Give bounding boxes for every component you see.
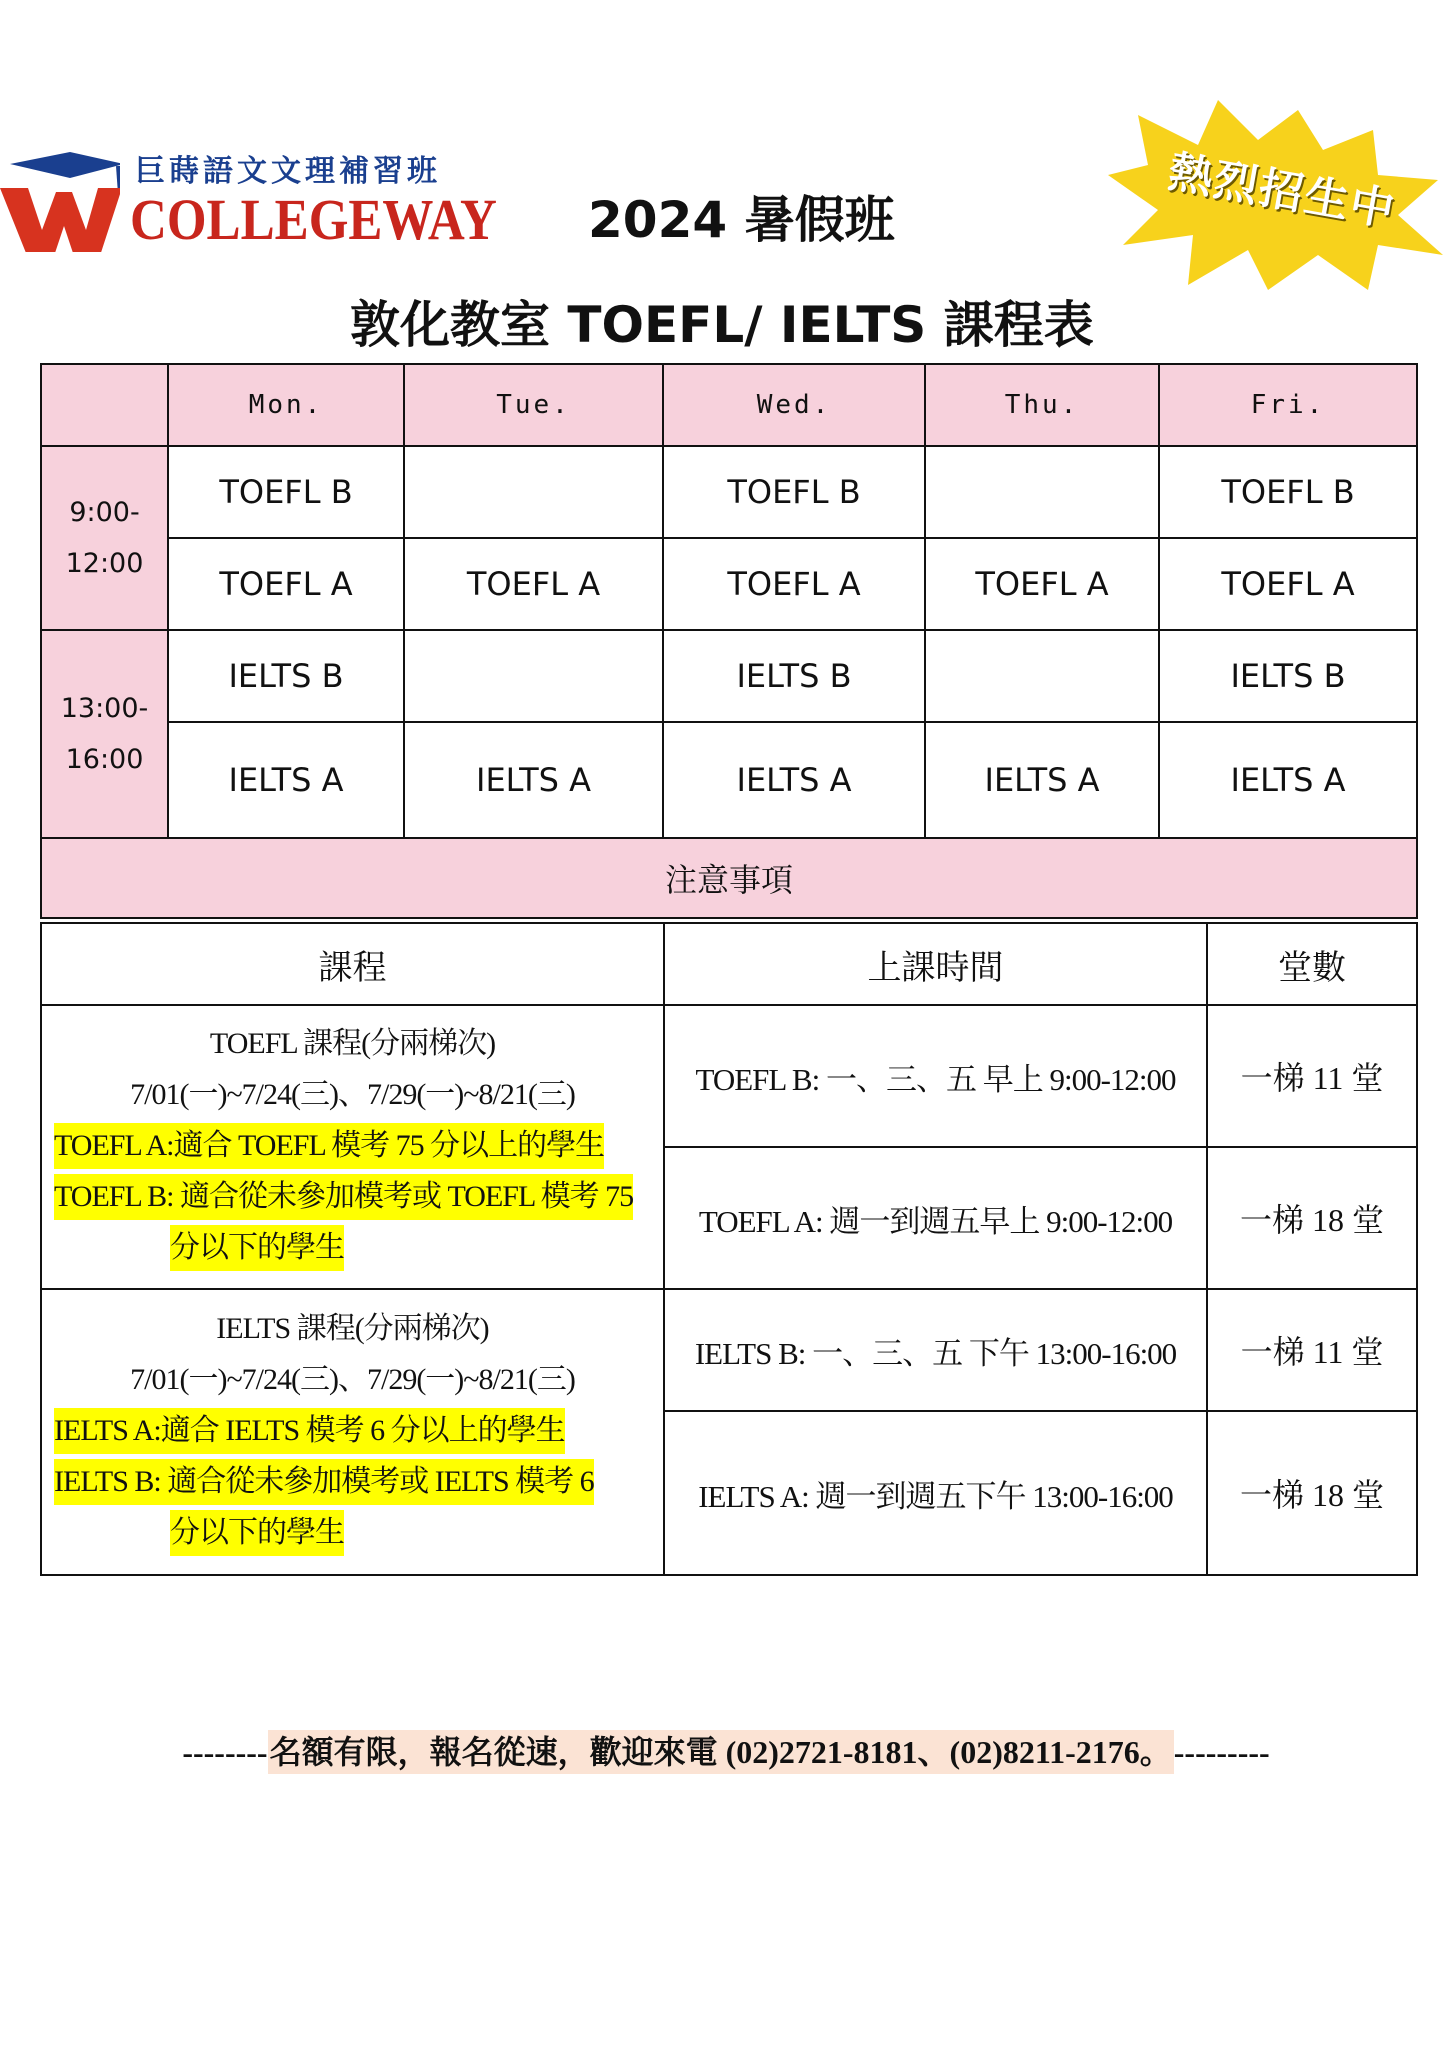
course-header: 課程 xyxy=(41,923,664,1005)
info-row xyxy=(41,1005,1417,1147)
toefl-a-note: TOEFL A:適合 TOEFL 模考 75 分以上的學生 xyxy=(54,1123,604,1169)
page-heading: 2024 暑假班 xyxy=(588,191,895,249)
toefl-b-note-cont: 分以下的學生 xyxy=(170,1225,344,1271)
schedule-title: 敦化教室 TOEFL/ IELTS 課程表 xyxy=(350,296,1094,354)
class-cell: TOEFL B xyxy=(1159,446,1417,538)
day-header: Tue. xyxy=(404,364,663,446)
corner-cell xyxy=(41,364,168,446)
toefl-b-time: TOEFL B: 一、三、五 早上 9:00-12:00 xyxy=(664,1005,1207,1147)
class-cell: IELTS B xyxy=(1159,630,1417,722)
time-slot-cell xyxy=(41,446,168,630)
logo-english-name: COLLEGEWAY xyxy=(130,187,497,252)
info-row xyxy=(41,1289,1417,1411)
collegeway-logo xyxy=(0,120,497,260)
schedule-row xyxy=(41,446,1417,538)
schedule-row xyxy=(41,722,1417,838)
class-cell xyxy=(404,630,663,722)
class-cell: IELTS A xyxy=(404,722,663,838)
ielts-b-count: 一梯 11 堂 xyxy=(1207,1289,1417,1411)
class-cell: TOEFL B xyxy=(168,446,404,538)
ielts-course-dates: 7/01(一)~7/24(三)、7/29(一)~8/21(三) xyxy=(130,1362,575,1396)
time-header: 上課時間 xyxy=(664,923,1207,1005)
schedule-row xyxy=(41,630,1417,722)
day-header: Thu. xyxy=(925,364,1159,446)
schedule-table xyxy=(40,363,1418,919)
class-cell: IELTS A xyxy=(663,722,925,838)
time-slot-end: 16:00 xyxy=(65,744,144,775)
class-cell: IELTS B xyxy=(663,630,925,722)
ielts-b-note: IELTS B: 適合從未參加模考或 IELTS 模考 6 xyxy=(54,1459,594,1505)
class-cell: IELTS A xyxy=(1159,722,1417,838)
ielts-a-count: 一梯 18 堂 xyxy=(1207,1411,1417,1575)
class-cell: TOEFL B xyxy=(663,446,925,538)
class-cell: IELTS A xyxy=(168,722,404,838)
day-header: Mon. xyxy=(168,364,404,446)
class-cell: TOEFL A xyxy=(168,538,404,630)
footer-contact-text: 名額有限，報名從速，歡迎來電 (02)2721-8181、(02)8211-2176。 xyxy=(268,1730,1174,1774)
time-slot-start: 13:00- xyxy=(60,693,149,724)
sessions-header: 堂數 xyxy=(1207,923,1417,1005)
logo-chinese-name: 巨蒔語文文理補習班 xyxy=(135,154,441,189)
footer-dashes-left: -------- xyxy=(182,1734,268,1770)
class-cell xyxy=(925,446,1159,538)
time-slot-end: 12:00 xyxy=(65,548,144,579)
toefl-a-count: 一梯 18 堂 xyxy=(1207,1147,1417,1289)
enrollment-badge xyxy=(1108,95,1448,295)
class-cell xyxy=(404,446,663,538)
time-slot-start: 9:00- xyxy=(69,497,140,528)
notes-row xyxy=(41,838,1417,918)
class-cell: IELTS A xyxy=(925,722,1159,838)
day-header: Fri. xyxy=(1159,364,1417,446)
class-cell: TOEFL A xyxy=(1159,538,1417,630)
footer-dashes-right: --------- xyxy=(1173,1734,1270,1770)
schedule-row xyxy=(41,538,1417,630)
class-cell: TOEFL A xyxy=(925,538,1159,630)
class-cell: IELTS B xyxy=(168,630,404,722)
class-cell: TOEFL A xyxy=(404,538,663,630)
toefl-b-note: TOEFL B: 適合從未參加模考或 TOEFL 模考 75 xyxy=(54,1174,633,1220)
ielts-course-title: IELTS 課程(分兩梯次) xyxy=(216,1311,489,1345)
ielts-a-note: IELTS A:適合 IELTS 模考 6 分以上的學生 xyxy=(54,1408,565,1454)
badge-text: 熱烈招生中 xyxy=(1164,146,1400,237)
schedule-header-row xyxy=(41,364,1417,446)
info-header-row xyxy=(41,923,1417,1005)
ielts-b-time: IELTS B: 一、三、五 下午 13:00-16:00 xyxy=(664,1289,1207,1411)
day-header: Wed. xyxy=(663,364,925,446)
ielts-a-time: IELTS A: 週一到週五下午 13:00-16:00 xyxy=(664,1411,1207,1575)
toefl-b-count: 一梯 11 堂 xyxy=(1207,1005,1417,1147)
toefl-course-dates: 7/01(一)~7/24(三)、7/29(一)~8/21(三) xyxy=(130,1077,575,1111)
toefl-course-cell xyxy=(41,1005,664,1289)
ielts-b-note-cont: 分以下的學生 xyxy=(170,1510,344,1556)
class-cell xyxy=(925,630,1159,722)
time-slot-cell xyxy=(41,630,168,838)
graduation-cap-w-icon xyxy=(0,152,120,252)
contact-footer xyxy=(0,1727,1452,1773)
toefl-course-title: TOEFL 課程(分兩梯次) xyxy=(209,1026,496,1060)
ielts-course-cell xyxy=(41,1289,664,1575)
toefl-a-time: TOEFL A: 週一到週五早上 9:00-12:00 xyxy=(664,1147,1207,1289)
notes-title: 注意事項 xyxy=(41,838,1417,918)
course-info-table xyxy=(40,922,1418,1576)
class-cell: TOEFL A xyxy=(663,538,925,630)
